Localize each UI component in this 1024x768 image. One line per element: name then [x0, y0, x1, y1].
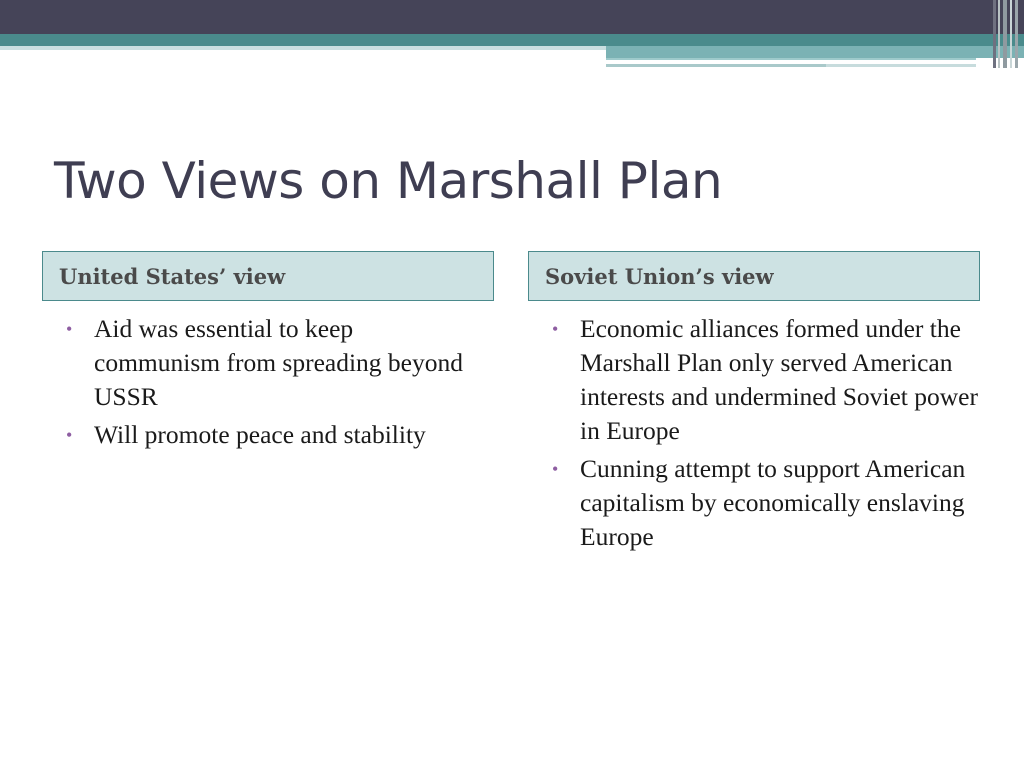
slide-title: Two Views on Marshall Plan — [54, 152, 723, 210]
column-header-us — [42, 251, 494, 301]
bullet-text: Aid was essential to keep communism from spreading beyond USSR — [94, 314, 463, 411]
header-band-teal — [0, 34, 1024, 46]
corner-stripe — [998, 0, 1000, 68]
header-band-light — [0, 46, 606, 50]
list-item — [66, 418, 476, 452]
bullet-text: Will promote peace and stability — [94, 420, 426, 449]
header-band-teal-right — [606, 46, 1024, 58]
bullet-icon: • — [66, 425, 73, 445]
list-item — [552, 312, 992, 448]
header-accent-line — [606, 58, 976, 60]
bullet-list-soviet — [552, 312, 992, 558]
column-header-soviet — [528, 251, 980, 301]
corner-stripe — [1010, 0, 1012, 68]
corner-stripe — [1003, 0, 1007, 68]
header-accent-line — [826, 64, 976, 67]
bullet-icon: • — [66, 319, 73, 339]
column-header-label: United States’ view — [59, 263, 286, 289]
corner-stripe — [1015, 0, 1018, 68]
list-item — [552, 452, 992, 554]
column-header-label: Soviet Union’s view — [545, 263, 774, 289]
header-accent-line — [606, 64, 826, 67]
bullet-text: Economic alliances formed under the Marshall Plan only served American interests and undermined Soviet power in Europe — [580, 314, 978, 445]
bullet-icon: • — [552, 319, 559, 339]
corner-stripe — [993, 0, 996, 68]
bullet-text: Cunning attempt to support American capitalism by economically enslaving Europe — [580, 454, 966, 551]
bullet-list-us — [66, 312, 476, 456]
bullet-icon: • — [552, 459, 559, 479]
header-band-dark — [0, 0, 1024, 34]
list-item — [66, 312, 476, 414]
